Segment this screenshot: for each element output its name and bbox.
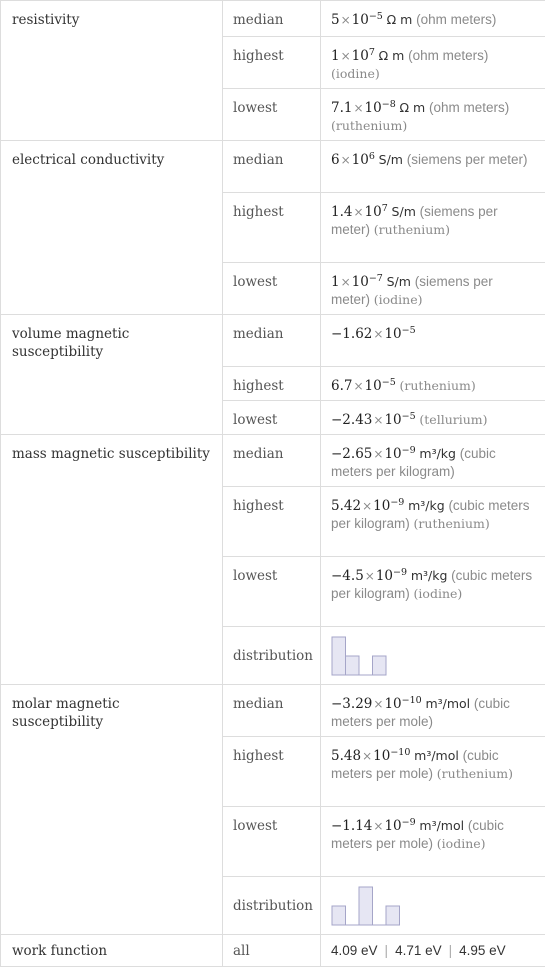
unit-description: (siemens per meter) <box>406 152 528 167</box>
unit-description: (cubic meters per mole) <box>331 818 504 851</box>
stat-value <box>321 193 545 263</box>
value-unit: m³/kg <box>419 446 456 461</box>
stat-label-highest: highest <box>223 487 321 557</box>
value-exponent: −8 <box>381 99 396 110</box>
stat-label-distribution: distribution <box>223 877 321 935</box>
unit-description: (ohm meters) <box>408 48 489 63</box>
stat-label-median: median <box>223 141 321 193</box>
value-number <box>331 446 416 462</box>
value-number <box>331 326 416 342</box>
power-base: 10 <box>364 378 382 394</box>
times-sign: × <box>340 13 351 27</box>
element-name: (iodine) <box>436 836 486 851</box>
stat-label-lowest: lowest <box>223 807 321 877</box>
value-mantissa: 1 <box>331 48 340 64</box>
value-number <box>331 818 416 834</box>
histogram-bar <box>332 906 346 925</box>
value-mantissa: 5.42 <box>331 498 362 514</box>
table-row <box>1 141 545 193</box>
times-sign: × <box>373 819 384 833</box>
stat-label-median: median <box>223 685 321 737</box>
stat-value <box>321 37 545 89</box>
property-name: molar magnetic susceptibility <box>1 685 223 935</box>
stat-label-highest: highest <box>223 193 321 263</box>
value-number <box>331 378 396 394</box>
value-exponent: 7 <box>381 203 388 214</box>
value-number <box>331 412 416 428</box>
table-row <box>1 685 545 737</box>
power-base: 10 <box>373 498 391 514</box>
times-sign: × <box>340 275 351 289</box>
stat-label-highest: highest <box>223 367 321 401</box>
value-number <box>331 152 375 168</box>
value-mantissa: 5 <box>331 12 340 28</box>
value-unit: Ω m <box>399 100 426 115</box>
times-sign: × <box>373 413 384 427</box>
property-name: mass magnetic susceptibility <box>1 435 223 685</box>
properties-table-body <box>1 1 545 967</box>
stat-value <box>321 367 545 401</box>
stat-label-lowest: lowest <box>223 263 321 315</box>
value-mantissa: 6 <box>331 152 340 168</box>
element-name: (ruthenium) <box>399 378 476 393</box>
value-unit: Ω m <box>378 48 405 63</box>
stat-value <box>321 737 545 807</box>
table-row <box>1 435 545 487</box>
work-function-value: 4.95 eV <box>459 942 506 958</box>
unit-description: (siemens per meter) <box>331 274 493 307</box>
value-mantissa: −3.29 <box>331 696 373 712</box>
times-sign: × <box>362 499 373 513</box>
value-exponent: −9 <box>393 567 408 578</box>
times-sign: × <box>340 153 351 167</box>
stat-value <box>321 263 545 315</box>
value-exponent: 7 <box>368 47 375 58</box>
unit-description: (ohm meters) <box>428 100 510 115</box>
value-mantissa: −2.65 <box>331 446 373 462</box>
value-unit: S/m <box>391 204 416 219</box>
stat-label-median: median <box>223 1 321 37</box>
value-mantissa: 6.7 <box>331 378 353 394</box>
value-unit: Ω m <box>386 12 413 27</box>
distribution-histogram <box>331 635 411 679</box>
stat-value <box>321 89 545 141</box>
property-name: volume magnetic susceptibility <box>1 315 223 435</box>
histogram-bar <box>373 656 387 675</box>
element-name: (tellurium) <box>419 412 488 427</box>
power-base: 10 <box>384 818 402 834</box>
power-base: 10 <box>351 48 369 64</box>
value-number <box>331 204 388 220</box>
table-row <box>1 935 545 967</box>
value-exponent: −5 <box>381 377 396 388</box>
stat-label-lowest: lowest <box>223 401 321 435</box>
value-unit: S/m <box>378 152 403 167</box>
value-mantissa: 7.1 <box>331 100 353 116</box>
stat-label-distribution: distribution <box>223 627 321 685</box>
element-name: (ruthenium) <box>331 118 408 133</box>
value-exponent: −10 <box>390 747 411 758</box>
power-base: 10 <box>384 446 402 462</box>
value-number <box>331 274 383 290</box>
value-exponent: −9 <box>401 817 416 828</box>
table-row <box>1 1 545 37</box>
times-sign: × <box>353 205 364 219</box>
value-exponent: −5 <box>368 11 383 22</box>
histogram-bar <box>359 887 373 925</box>
stat-value <box>321 487 545 557</box>
power-base: 10 <box>364 204 382 220</box>
value-number <box>331 568 407 584</box>
stat-value <box>321 557 545 627</box>
element-name: (ruthenium) <box>413 516 490 531</box>
power-base: 10 <box>351 274 369 290</box>
value-separator: | <box>448 942 453 958</box>
element-name: (iodine) <box>373 292 423 307</box>
stat-value <box>321 401 545 435</box>
value-number <box>331 100 396 116</box>
value-mantissa: −4.5 <box>331 568 364 584</box>
value-mantissa: 1.4 <box>331 204 353 220</box>
times-sign: × <box>373 697 384 711</box>
unit-description: (cubic meters per mole) <box>331 696 510 729</box>
unit-description: (cubic meters per kilogram) <box>331 568 533 601</box>
power-base: 10 <box>384 412 402 428</box>
distribution-histogram <box>331 885 411 929</box>
work-function-value: 4.09 eV <box>331 942 378 958</box>
property-name: resistivity <box>1 1 223 141</box>
value-exponent: 6 <box>368 151 375 162</box>
stat-label-lowest: lowest <box>223 557 321 627</box>
value-unit: m³/mol <box>414 748 459 763</box>
work-function-values <box>321 935 545 967</box>
histogram-bar <box>346 656 360 675</box>
power-base: 10 <box>364 100 382 116</box>
value-number <box>331 498 404 514</box>
times-sign: × <box>340 49 351 63</box>
distribution-cell <box>321 877 545 935</box>
histogram-bar <box>332 637 346 675</box>
value-mantissa: 5.48 <box>331 748 362 764</box>
unit-description: (cubic meters per mole) <box>331 748 499 781</box>
element-name: (iodine) <box>331 66 380 81</box>
element-name: (ruthenium) <box>436 766 513 781</box>
value-mantissa: −1.14 <box>331 818 373 834</box>
times-sign: × <box>362 749 373 763</box>
stat-label-highest: highest <box>223 37 321 89</box>
stat-value <box>321 141 545 193</box>
stat-label-highest: highest <box>223 737 321 807</box>
value-mantissa: −2.43 <box>331 412 373 428</box>
value-mantissa: 1 <box>331 274 340 290</box>
value-separator: | <box>384 942 389 958</box>
property-name: work function <box>1 935 223 967</box>
times-sign: × <box>364 569 375 583</box>
stat-label-lowest: lowest <box>223 89 321 141</box>
work-function-value: 4.71 eV <box>395 942 442 958</box>
value-exponent: −9 <box>390 497 405 508</box>
stat-label-median: median <box>223 315 321 367</box>
stat-value <box>321 1 545 37</box>
value-exponent: −10 <box>401 695 422 706</box>
power-base: 10 <box>384 696 402 712</box>
stat-value <box>321 685 545 737</box>
value-exponent: −5 <box>401 325 416 336</box>
unit-description: (cubic meters per kilogram) <box>331 446 496 479</box>
times-sign: × <box>353 379 364 393</box>
power-base: 10 <box>373 748 391 764</box>
unit-description: (siemens per meter) <box>331 204 498 237</box>
times-sign: × <box>373 327 384 341</box>
value-exponent: −7 <box>368 273 383 284</box>
value-unit: m³/mol <box>419 818 465 833</box>
value-unit: m³/kg <box>410 568 448 583</box>
value-number <box>331 696 422 712</box>
times-sign: × <box>353 101 364 115</box>
table-row <box>1 315 545 367</box>
value-number <box>331 48 375 64</box>
distribution-cell <box>321 627 545 685</box>
times-sign: × <box>373 447 384 461</box>
power-base: 10 <box>375 568 394 584</box>
unit-description: (cubic meters per kilogram) <box>331 498 530 531</box>
value-mantissa: −1.62 <box>331 326 373 342</box>
value-exponent: −5 <box>401 411 416 422</box>
power-base: 10 <box>351 12 369 28</box>
element-name: (iodine) <box>413 586 463 601</box>
value-unit: m³/kg <box>408 498 445 513</box>
stat-label-all: all <box>223 935 321 967</box>
property-name: electrical conductivity <box>1 141 223 315</box>
stat-value <box>321 435 545 487</box>
stat-label-median: median <box>223 435 321 487</box>
power-base: 10 <box>351 152 369 168</box>
stat-value <box>321 807 545 877</box>
value-number <box>331 12 383 28</box>
histogram-bar <box>386 906 400 925</box>
value-number <box>331 748 410 764</box>
stat-value <box>321 315 545 367</box>
value-unit: m³/mol <box>425 696 471 711</box>
value-exponent: −9 <box>401 445 416 456</box>
power-base: 10 <box>384 326 402 342</box>
value-unit: S/m <box>386 274 411 289</box>
unit-description: (ohm meters) <box>416 12 497 27</box>
element-name: (ruthenium) <box>373 222 450 237</box>
